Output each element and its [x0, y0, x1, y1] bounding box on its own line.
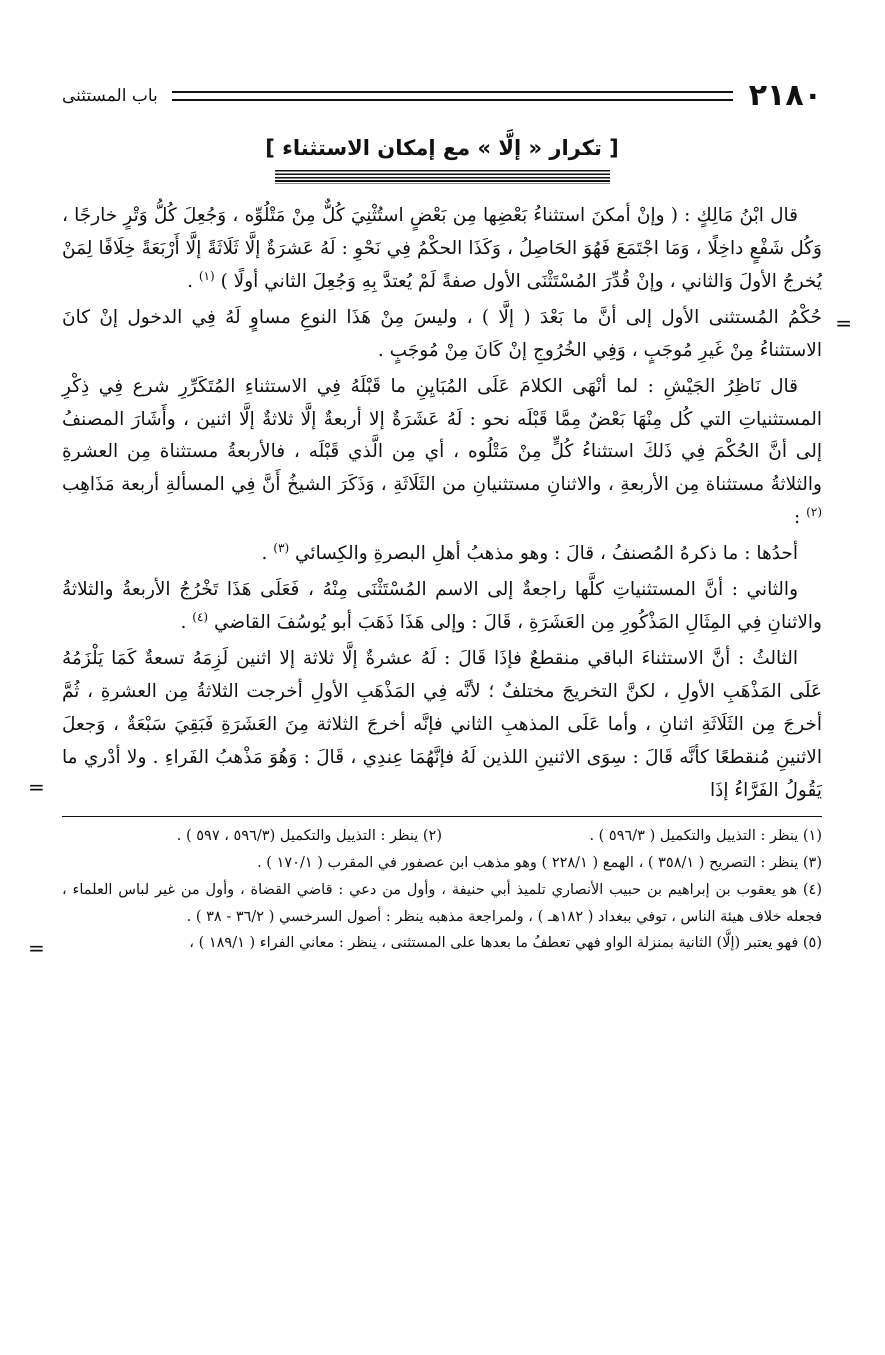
heading-triple-rule — [275, 170, 610, 184]
paragraph-text: قال ابْنُ مَالِكٍ : ( وإنْ أمكنَ استثناءُ بَعْضِها مِن بَعْضٍ استُثْنِيَ كُلٌّ مِنْ مَتْلُوِّه ، وَجُعِلَ كُلُّ وَتْرٍ خارجًا ، وَكُل شَفْعٍ داخِلًا ، وَمَا اجْتَمَعَ فَهُوَ الحَاصِلُ ، وَكَذَا الحكْمُ فِي نَحْوِ : لَهُ عَشرَةٌ إلَّا ثَلَاثَةً إلَّا أَرْبَعَةً خِلَافًا لِمَنْ يُخرجُ الأولَ وَالثاني ، وإنْ قُدِّرَ المُسْتَثْنَى الأول صفةً لَمْ يُعتدَّ بِهِ وَجُعِلَ الثاني أولًا ) — [62, 205, 822, 292]
footnote-ref-4: (٤) — [192, 609, 209, 624]
footnote-ref-2: (٢) — [806, 505, 822, 520]
footnote-ref-1: (١) — [198, 268, 215, 283]
paragraph-third-view — [28, 643, 822, 808]
book-page — [28, 78, 852, 1338]
footnote-5 — [28, 930, 822, 961]
paragraph-text: قال نَاظِرُ الجَيْشِ : لما أنْهَى الكلامَ عَلَى المُبَايِنِ ما قَبْلَهُ فِي الاستثناءِ المُتَكَرِّرِ شرع فِي ذِكْرِ المستثنياتِ التي كُل مِنْهَا بَعْضٌ مِمَّا قَبْلَه نحو : لَهُ عَشَرَةٌ إلا أربعةٌ إلَّا ثلاثةٌ إلَّا اثنين ، وأَشَارَ المصنفُ إلى أنَّ الحُكْمَ فِي ذَلكَ استثناءُ كُلٍّ مِنْ مَتْلُوه ، أي مِن الَّذي قَبْلَه ، فالأربعةُ مستثناة مِن العشرةِ والثلاثةُ مستثناة مِن الأربعةِ ، والاثنانِ مستثنيانِ من الثَلَاثَةِ ، وَذَكَرَ الشيخُ أَنَّ فِي المسألةِ أربعة مَذَاهِب — [62, 375, 822, 496]
paragraph-ibn-malik — [62, 200, 822, 299]
paragraph-text: حُكْمُ المُستثنى الأول إلى أنَّ ما بَعْدَ ( إلَّا ) ، وليسَ مِنْ هَذَا النوعِ مساوٍ لَهُ فِي الدخول إنْ كانَ الاستثناءُ مِنْ غَيرِ مُوجَبٍ ، وَفِي الخُرُوجِ إنْ كَانَ مِنْ مُوجَبٍ . — [62, 306, 822, 361]
paragraph-nazir-al-jaysh — [62, 371, 822, 536]
paragraph-text: والثاني : أنَّ المستثنياتِ كلَّها راجعةٌ إلى الاسم المُسْتَثْنَى مِنْهُ ، فَعَلَى هَذَا تَخْرُجُ الأربعةُ والثلاثةُ والاثنانِ فِي المِثَالِ المَذْكُورِ مِن العَشَرَةِ ، قَالَ : وإلى هَذَا ذَهَبَ أبو يُوسُفَ القاضي — [62, 579, 822, 634]
section-heading — [62, 136, 822, 184]
chapter-title: باب المستثنى — [62, 86, 158, 106]
full-stop: . — [187, 270, 193, 292]
footnote-4: (٤) هو يعقوب بن إبراهيم بن حبيب الأنصاري تلميذ أبي حنيفة ، وأول من دعي : قاضي القضاة ، وأول من غير لباس العلماء ، فجعله خلاف هيئة الناس ، توفي ببغداد ( ١٨٢هـ ) ، ولمراجعة مذهبه ينظر : أصول السرخسي ( ٣٦/٢ - ٣٨ ) . — [62, 881, 822, 925]
full-stop: . — [261, 543, 268, 565]
full-stop: . — [180, 612, 187, 634]
page-number: ٢١٨٠ — [748, 78, 822, 113]
footnote-3: (٣) ينظر : التصريح ( ٣٥٨/١ ) ، الهمع ( ٢٢٨/١ ) وهو مذهب ابن عصفور في المقرب ( ١٧٠/١ ) . — [257, 854, 822, 871]
footnote-row — [62, 823, 822, 850]
footnote-1: (١) ينظر : التذييل والتكميل ( ٥٩٦/٣ ) . — [589, 827, 822, 844]
footnote-2: (٢) ينظر : التذييل والتكميل (٥٩٦/٣ ، ٥٩٧ ) . — [176, 827, 442, 844]
paragraph-second-view — [62, 574, 822, 640]
section-title: [ تكرار « إلَّا » مع إمكان الاستثناء ] — [265, 136, 619, 160]
footnote-5-text: (٥) فهو يعتبر (إلَّا) الثانية بمنزلة الواو فهي تعطفُ ما بعدها على المستثنى ، ينظر : معاني الفراء ( ١٨٩/١ ) ، — [189, 935, 822, 952]
main-text — [28, 200, 852, 808]
footnote-ref-3: (٣) — [273, 541, 290, 556]
paragraph-first-view — [62, 538, 822, 571]
continuation-mark: = — [28, 936, 45, 961]
header-double-rule — [172, 91, 733, 101]
footnote-separator — [62, 816, 822, 817]
continuation-mark: = — [28, 775, 45, 799]
running-head — [62, 78, 822, 114]
paragraph-text: أحدُها : ما ذكرهُ المُصنفُ ، قالَ : وهو مذهبُ أهلِ البصرةِ والكِسائي — [295, 543, 798, 565]
colon: : — [794, 507, 801, 529]
paragraph-text: الثالثُ : أنَّ الاستثناءَ الباقي منقطعٌ فإذَا قَالَ : لَهُ عشرةٌ إلَّا ثلاثة إلا اثنين لَزِمَهُ تسعةٌ كَمَا يَلْزَمُهُ عَلَى المَذْهَبِ الأولِ ، لكنَّ التخريجَ مختلفٌ ؛ لأنَّه فِي المَذْهَبِ الأولِ أخرجت الثلاثةُ مِن العشرةِ ، ثُمَّ أخرجَ مِن الثَلَاثَةِ اثنانِ ، وأما عَلَى المذهبِ الثاني فإنَّه أخرجَ الثلاثة مِنَ العَشَرَةِ فَبَقِيَ سَبْعَةٌ ، وَجعلَ الاثنينِ مُنقطعًا كأنَّه قَالَ : سِوَى الاثنينِ اللذين لَهُ فإنَّهُمَا عِندِي ، قَالَ : وَهُوَ مَذْهبُ الفَراءِ . ولا أدْري ما يَقُولُ الفَرَّاءُ إذَا — [62, 647, 822, 801]
continuation-mark: = — [835, 310, 852, 335]
footnotes — [28, 823, 822, 961]
paragraph-hukm — [62, 302, 852, 368]
